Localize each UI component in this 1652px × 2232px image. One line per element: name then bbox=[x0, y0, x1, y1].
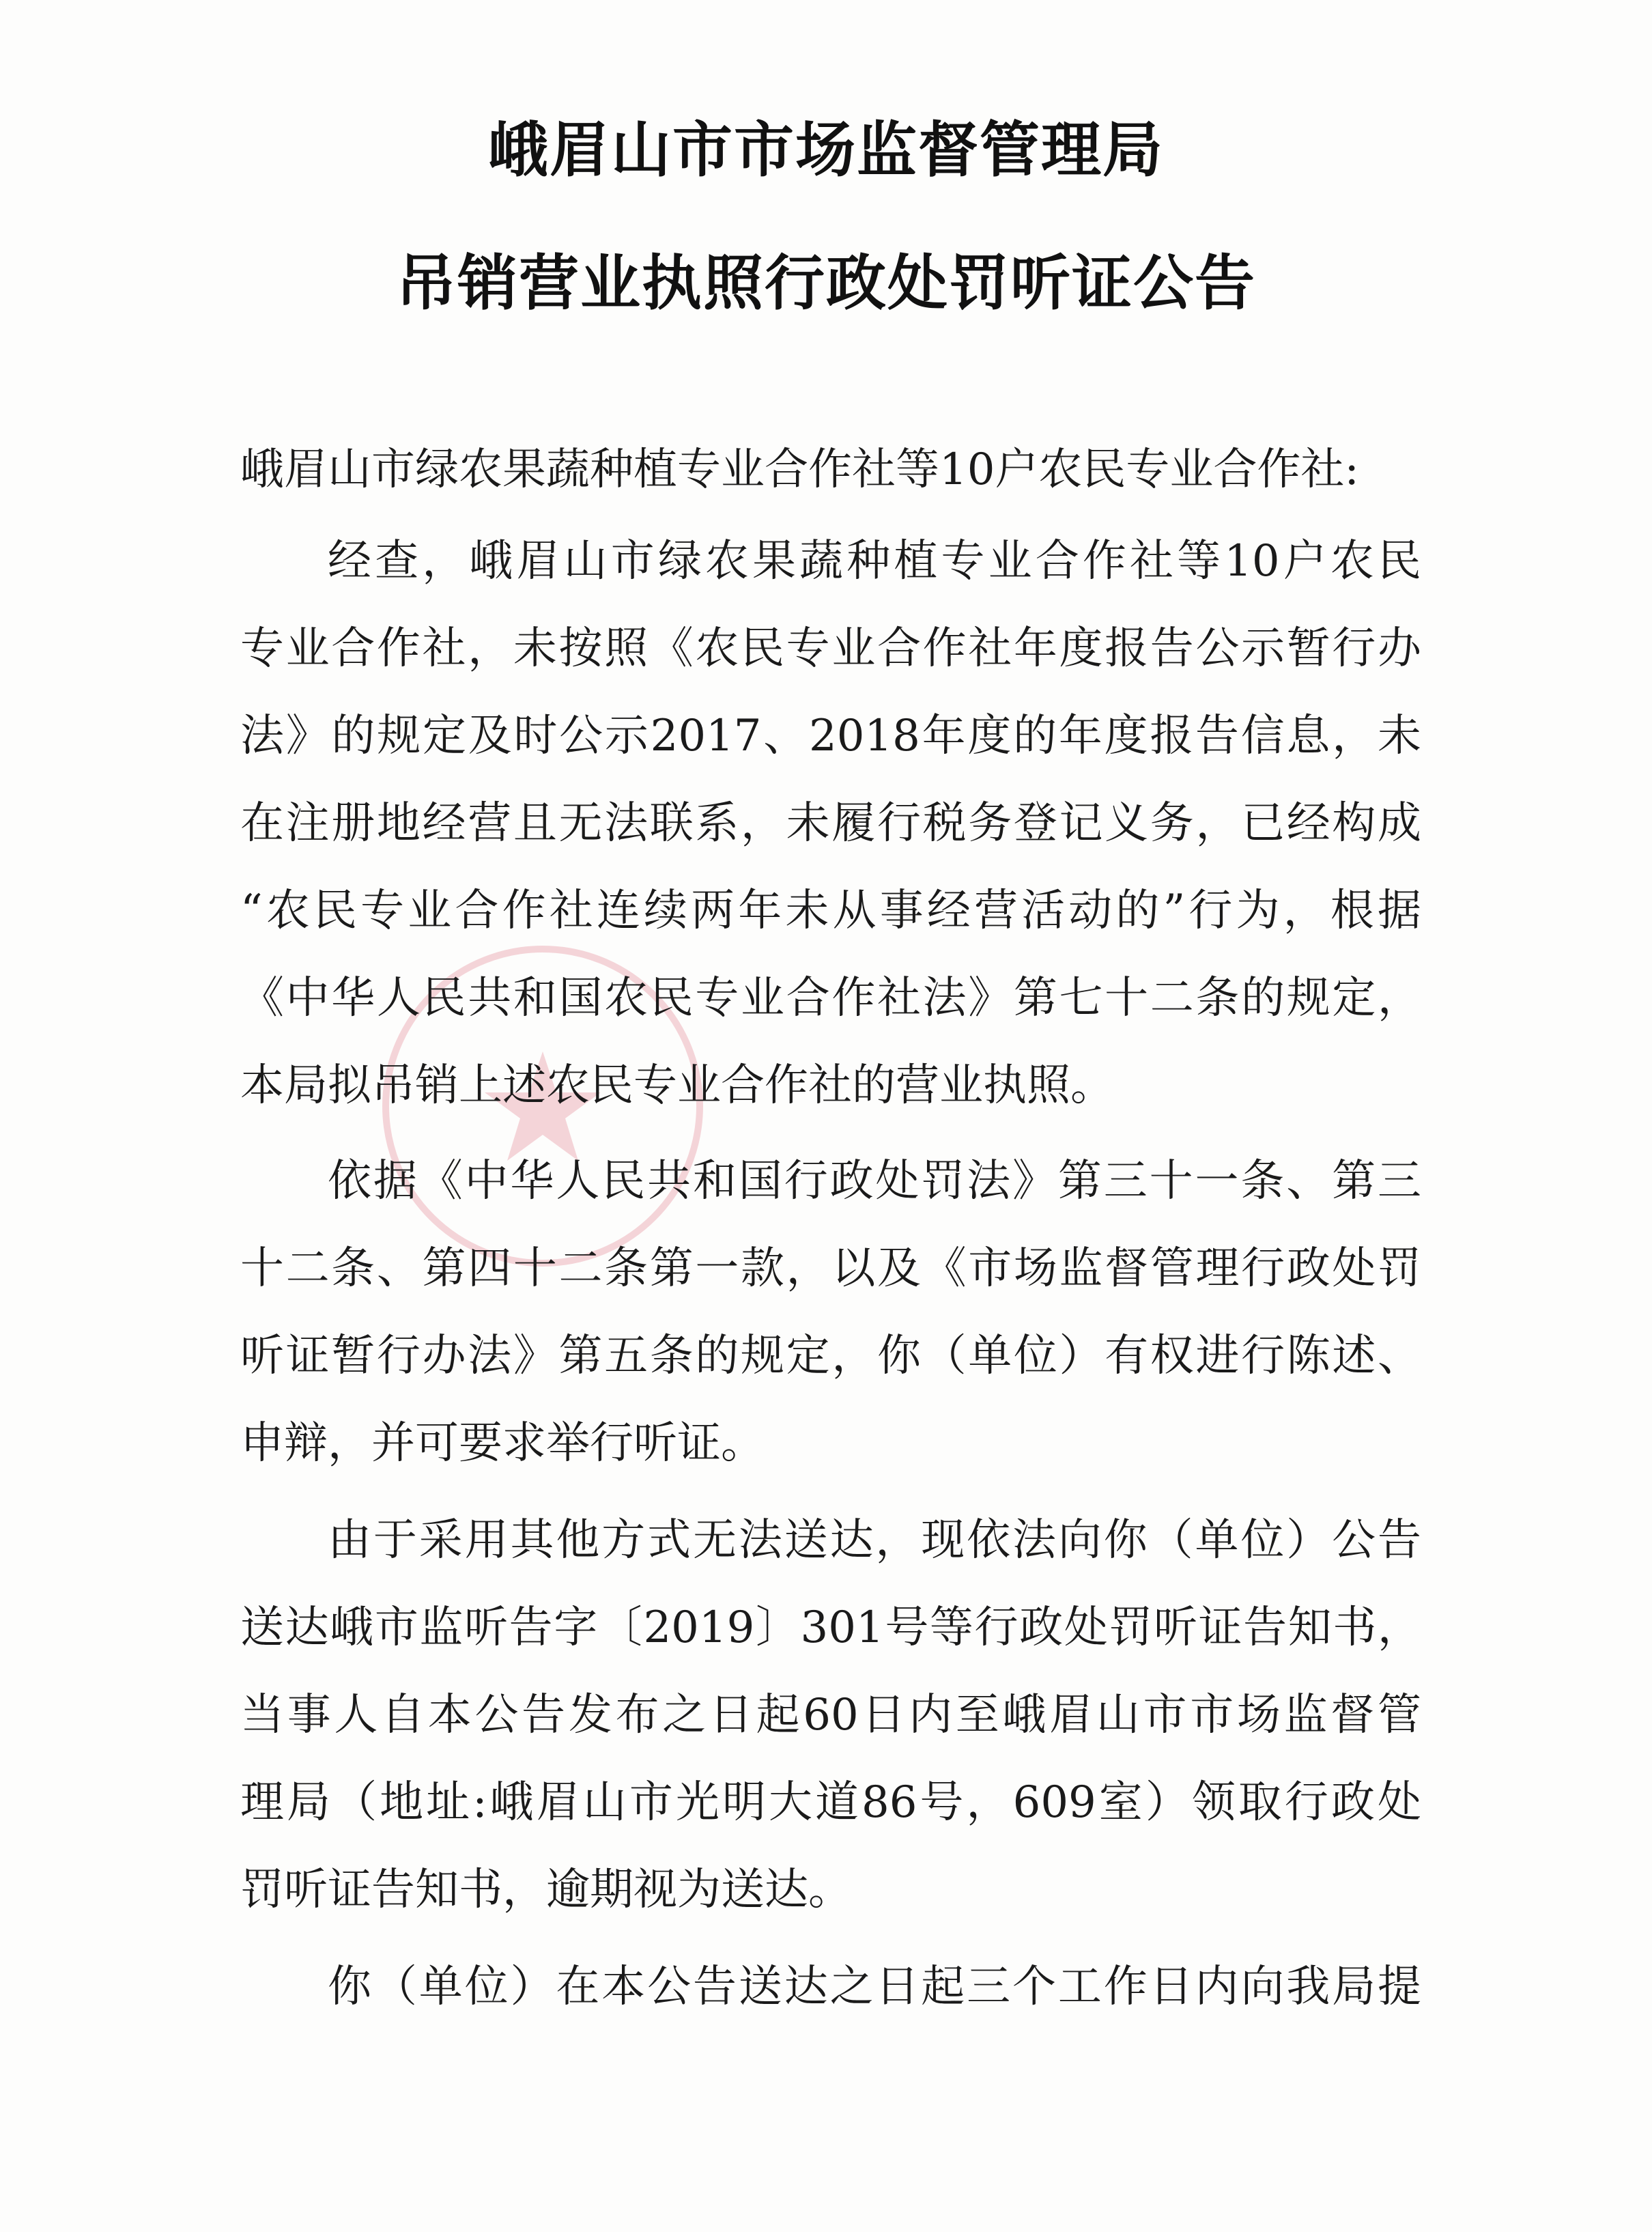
paragraph-2-line-4: 申辩，并可要求举行听证。 bbox=[240, 1418, 765, 1469]
paragraph-1-line-7: 本局拟吊销上述农民专业合作社的营业执照。 bbox=[240, 1060, 1114, 1111]
paragraph-3-line-5: 罚听证告知书，逾期视为送达。 bbox=[240, 1865, 852, 1915]
salutation: 峨眉山市绿农果蔬种植专业合作社等10户农民专业合作社: bbox=[240, 444, 1359, 495]
paragraph-3-line-1: 由于采用其他方式无法送达，现依法向你（单位）公告 bbox=[328, 1515, 1421, 1566]
paragraph-2-line-3: 听证暂行办法》第五条的规定，你（单位）有权进行陈述、 bbox=[240, 1331, 1421, 1381]
paragraph-1-line-5: “农民专业合作社连续两年未从事经营活动的”行为，根据 bbox=[240, 886, 1421, 936]
paragraph-1-line-3: 法》的规定及时公示2017、2018年度的年度报告信息，未 bbox=[240, 711, 1421, 761]
paragraph-3-line-3: 当事人自本公告发布之日起60日内至峨眉山市市场监督管 bbox=[240, 1690, 1421, 1740]
paragraph-4-line-1: 你（单位）在本公告送达之日起三个工作日内向我局提 bbox=[328, 1962, 1421, 2012]
paragraph-1-line-1: 经查，峨眉山市绿农果蔬种植专业合作社等10户农民 bbox=[328, 536, 1421, 587]
paragraph-2-line-1: 依据《中华人民共和国行政处罚法》第三十一条、第三 bbox=[328, 1156, 1421, 1206]
paragraph-3-line-4: 理局（地址:峨眉山市光明大道86号，609室）领取行政处 bbox=[240, 1777, 1421, 1828]
paragraph-2-line-2: 十二条、第四十二条第一款，以及《市场监督管理行政处罚 bbox=[240, 1243, 1421, 1294]
paragraph-1-line-4: 在注册地经营且无法联系，未履行税务登记义务，已经构成 bbox=[240, 798, 1421, 849]
document-title-line1: 峨眉山市市场监督管理局 bbox=[487, 114, 1164, 185]
paragraph-3-line-2: 送达峨市监听告字〔2019〕301号等行政处罚听证告知书， bbox=[240, 1602, 1421, 1653]
paragraph-1-line-6: 《中华人民共和国农民专业合作社法》第七十二条的规定， bbox=[240, 973, 1421, 1023]
document-title-line2: 吊销营业执照行政处罚听证公告 bbox=[395, 247, 1256, 318]
paragraph-1-line-2: 专业合作社，未按照《农民专业合作社年度报告公示暂行办 bbox=[240, 623, 1421, 674]
